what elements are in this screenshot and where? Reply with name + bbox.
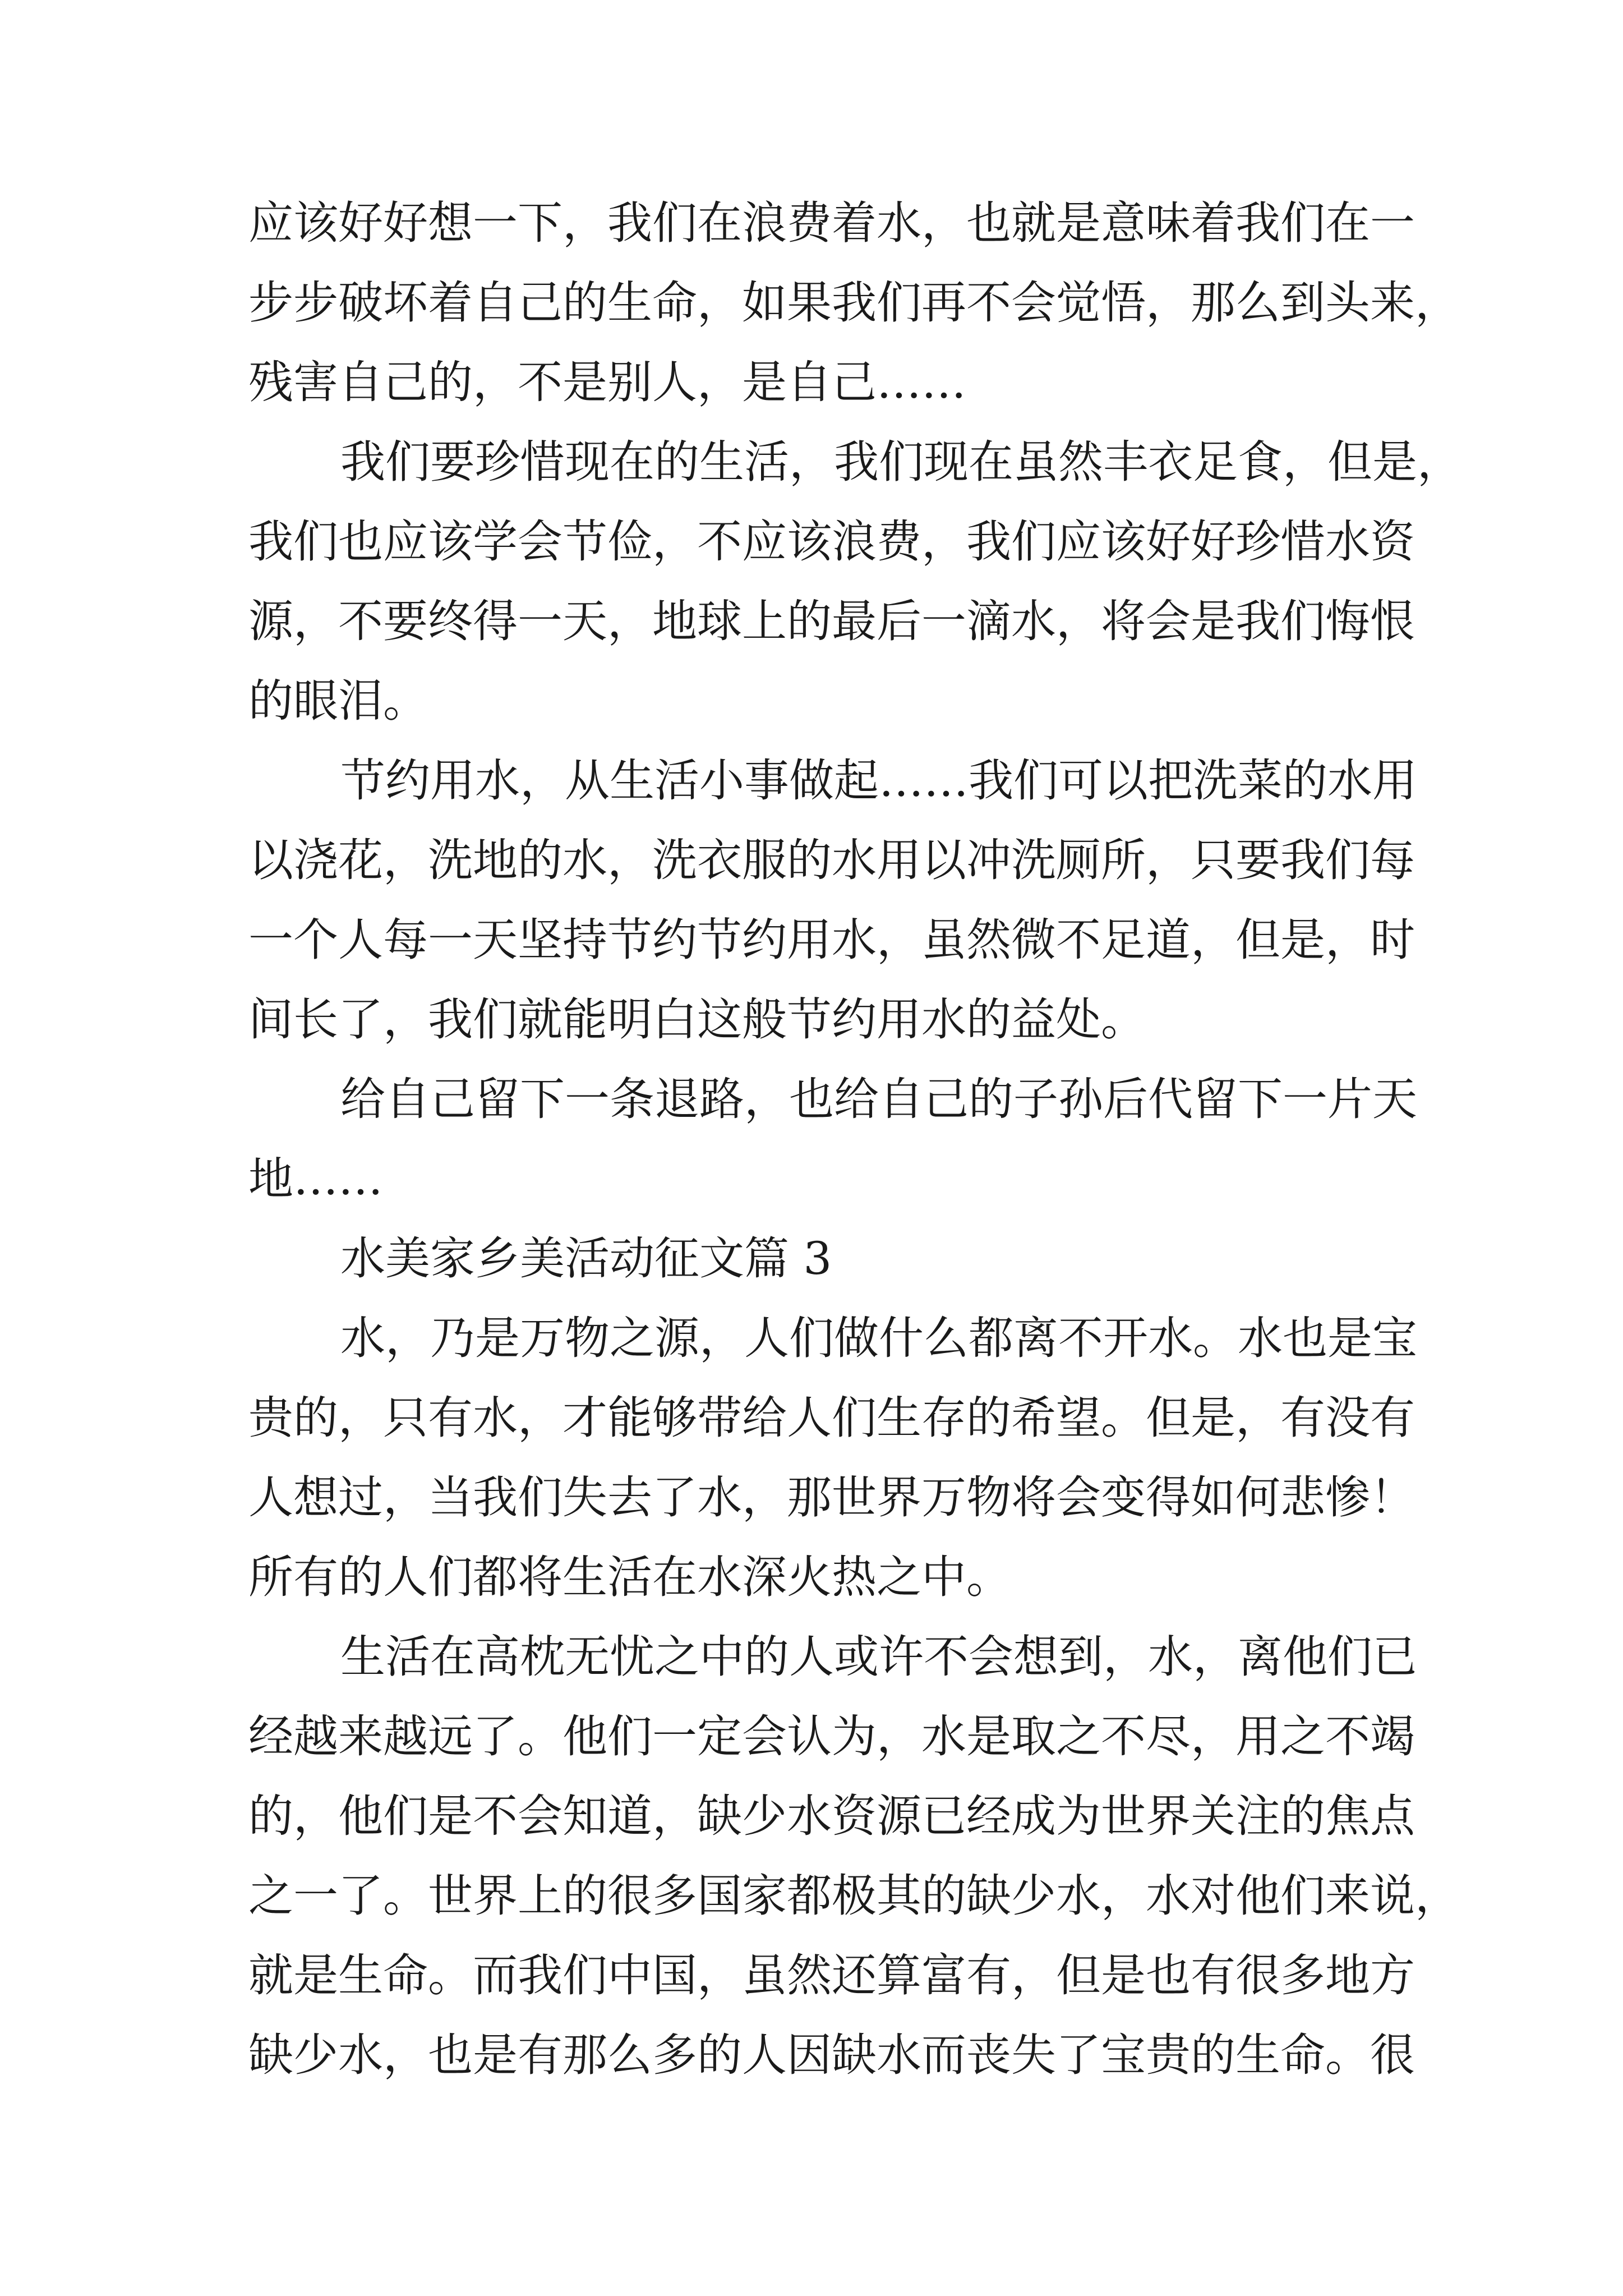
text-line: 一个人每一天坚持节约节约用水，虽然微不足道，但是，时 [248,914,1415,966]
paragraph-2 [248,422,1462,741]
text-line: 地…… [248,1153,383,1205]
text-line: 水，乃是万物之源，人们做什么都离不开水。水也是宝 [340,1312,1417,1364]
text-line: 残害自己的，不是别人，是自己…… [248,356,966,408]
paragraph-5 [248,1299,1417,1617]
text-line: 缺少水，也是有那么多的人因缺水而丧失了宝贵的生命。很 [248,2029,1415,2081]
section-heading: 水美家乡美活动征文篇 3 [340,1232,832,1285]
text-line: 经越来越远了。他们一定会认为，水是取之不尽，用之不竭 [248,1710,1415,1763]
text-line: 贵的，只有水，才能够带给人们生存的希望。但是，有没有 [248,1392,1415,1444]
text-line: 所有的人们都将生活在水深火热之中。 [248,1551,1011,1603]
text-line: 我们也应该学会节俭，不应该浪费，我们应该好好珍惜水资 [248,516,1415,568]
text-line: 人想过，当我们失去了水，那世界万物将会变得如何悲惨！ [248,1471,1415,1524]
text-line: 生活在高枕无忧之中的人或许不会想到，水，离他们已 [340,1631,1417,1683]
paragraph-1 [248,183,1460,422]
text-line: 应该好好想一下，我们在浪费着水，也就是意味着我们在一 [248,197,1415,249]
text-line: 以浇花，洗地的水，洗衣服的水用以冲洗厕所，只要我们每 [248,834,1415,886]
text-line: 的眼泪。 [248,675,428,727]
text-line: 源，不要终得一天，地球上的最后一滴水，将会是我们悔恨 [248,595,1415,647]
text-line: 就是生命。而我们中国，虽然还算富有，但是也有很多地方 [248,1949,1415,2001]
text-line: 步步破坏着自己的生命，如果我们再不会觉悟，那么到头来， [248,277,1460,329]
paragraph-4 [248,1060,1417,1219]
text-line: 给自己留下一条退路，也给自己的子孙后代留下一片天 [340,1073,1417,1125]
paragraph-6 [248,1617,1460,2095]
document-body [248,183,1462,2095]
text-line: 节约用水，从生活小事做起……我们可以把洗菜的水用 [340,754,1417,807]
text-line: 间长了，我们就能明白这般节约用水的益处。 [248,993,1146,1046]
text-line: 的，他们是不会知道，缺少水资源已经成为世界关注的焦点 [248,1790,1415,1842]
paragraph-3 [248,741,1417,1060]
text-line: 之一了。世界上的很多国家都极其的缺少水，水对他们来说， [248,1870,1460,1922]
text-line: 我们要珍惜现在的生活，我们现在虽然丰衣足食，但是， [340,436,1462,488]
